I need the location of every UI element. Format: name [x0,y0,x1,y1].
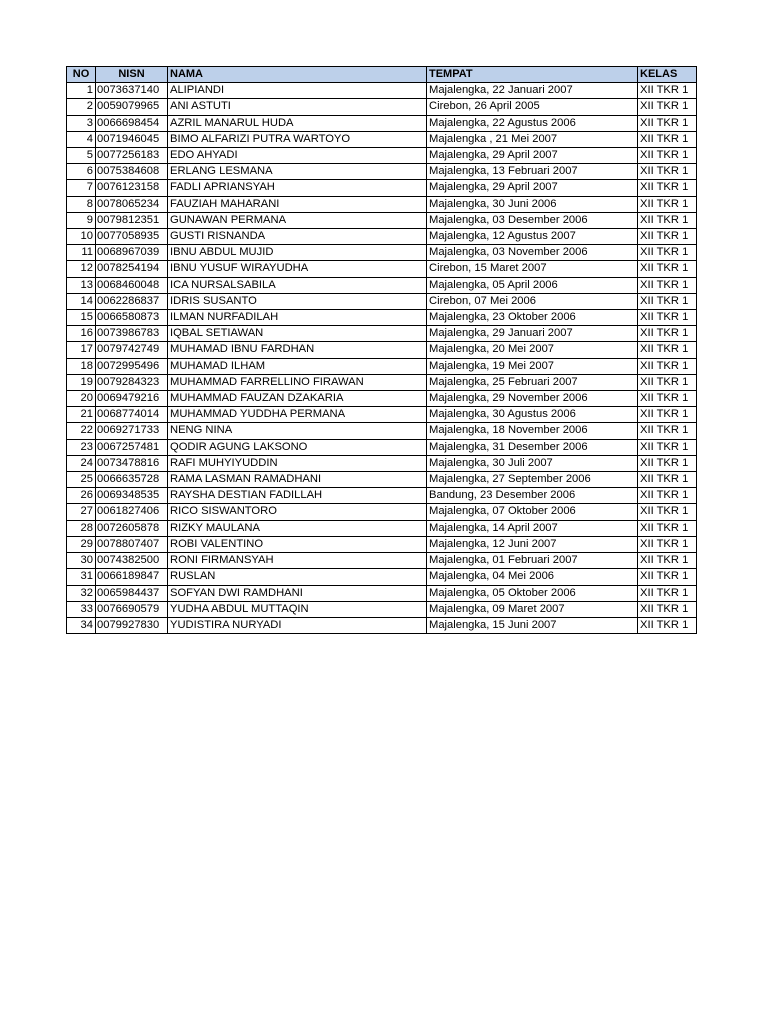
cell-tempat: Bandung, 23 Desember 2006 [427,488,638,504]
cell-nisn: 0068774014 [96,407,168,423]
header-kelas: KELAS [638,67,697,83]
cell-kelas: XII TKR 1 [638,164,697,180]
table-row [67,472,697,488]
cell-kelas: XII TKR 1 [638,180,697,196]
cell-nisn: 0071946045 [96,131,168,147]
cell-tempat: Majalengka, 05 Oktober 2006 [427,585,638,601]
table-row [67,504,697,520]
table-row [67,229,697,245]
cell-tempat: Majalengka, 03 Desember 2006 [427,212,638,228]
cell-tempat: Majalengka, 14 April 2007 [427,520,638,536]
cell-tempat: Majalengka, 22 Januari 2007 [427,83,638,99]
cell-no: 16 [67,326,96,342]
table-row [67,293,697,309]
cell-nisn: 0066189847 [96,569,168,585]
cell-no: 6 [67,164,96,180]
cell-no: 21 [67,407,96,423]
cell-kelas: XII TKR 1 [638,261,697,277]
cell-nisn: 0077058935 [96,229,168,245]
cell-kelas: XII TKR 1 [638,115,697,131]
cell-tempat: Majalengka, 13 Februari 2007 [427,164,638,180]
cell-nama: GUSTI RISNANDA [168,229,427,245]
cell-nisn: 0069348535 [96,488,168,504]
cell-nama: AZRIL MANARUL HUDA [168,115,427,131]
student-list-sheet [66,66,697,634]
cell-nama: GUNAWAN PERMANA [168,212,427,228]
cell-nisn: 0079284323 [96,374,168,390]
cell-no: 12 [67,261,96,277]
cell-nisn: 0069271733 [96,423,168,439]
cell-nama: ANI ASTUTI [168,99,427,115]
cell-nama: RUSLAN [168,569,427,585]
cell-kelas: XII TKR 1 [638,310,697,326]
cell-tempat: Cirebon, 15 Maret 2007 [427,261,638,277]
cell-no: 13 [67,277,96,293]
table-row [67,245,697,261]
cell-tempat: Cirebon, 26 April 2005 [427,99,638,115]
cell-nisn: 0073637140 [96,83,168,99]
cell-kelas: XII TKR 1 [638,148,697,164]
cell-nisn: 0066580873 [96,310,168,326]
cell-no: 2 [67,99,96,115]
cell-tempat: Majalengka, 22 Agustus 2006 [427,115,638,131]
cell-kelas: XII TKR 1 [638,455,697,471]
table-row [67,277,697,293]
cell-tempat: Majalengka, 20 Mei 2007 [427,342,638,358]
cell-tempat: Majalengka, 15 Juni 2007 [427,617,638,633]
cell-no: 33 [67,601,96,617]
table-row [67,261,697,277]
cell-nisn: 0059079965 [96,99,168,115]
cell-nama: RIZKY MAULANA [168,520,427,536]
cell-nama: EDO AHYADI [168,148,427,164]
cell-no: 19 [67,374,96,390]
cell-tempat: Majalengka, 03 November 2006 [427,245,638,261]
cell-kelas: XII TKR 1 [638,617,697,633]
cell-nama: MUHAMMAD FAUZAN DZAKARIA [168,391,427,407]
cell-kelas: XII TKR 1 [638,601,697,617]
table-row [67,536,697,552]
cell-tempat: Majalengka , 21 Mei 2007 [427,131,638,147]
table-row [67,374,697,390]
cell-kelas: XII TKR 1 [638,212,697,228]
table-row [67,601,697,617]
cell-no: 20 [67,391,96,407]
cell-kelas: XII TKR 1 [638,585,697,601]
cell-no: 24 [67,455,96,471]
cell-tempat: Majalengka, 19 Mei 2007 [427,358,638,374]
cell-nisn: 0062286837 [96,293,168,309]
cell-tempat: Majalengka, 29 Januari 2007 [427,326,638,342]
cell-nisn: 0068460048 [96,277,168,293]
table-row [67,617,697,633]
cell-kelas: XII TKR 1 [638,83,697,99]
table-row [67,196,697,212]
cell-kelas: XII TKR 1 [638,229,697,245]
cell-nama: SOFYAN DWI RAMDHANI [168,585,427,601]
cell-no: 34 [67,617,96,633]
cell-tempat: Majalengka, 04 Mei 2006 [427,569,638,585]
table-row [67,148,697,164]
table-row [67,212,697,228]
cell-no: 15 [67,310,96,326]
cell-tempat: Majalengka, 23 Oktober 2006 [427,310,638,326]
cell-nama: MUHAMMAD FARRELLINO FIRAWAN [168,374,427,390]
table-row [67,585,697,601]
cell-no: 26 [67,488,96,504]
cell-no: 4 [67,131,96,147]
cell-nama: MUHAMAD IBNU FARDHAN [168,342,427,358]
cell-no: 23 [67,439,96,455]
table-row [67,569,697,585]
table-row [67,342,697,358]
cell-tempat: Majalengka, 25 Februari 2007 [427,374,638,390]
cell-tempat: Majalengka, 12 Juni 2007 [427,536,638,552]
cell-nama: QODIR AGUNG LAKSONO [168,439,427,455]
table-header-row [67,67,697,83]
cell-no: 9 [67,212,96,228]
cell-kelas: XII TKR 1 [638,245,697,261]
cell-tempat: Majalengka, 07 Oktober 2006 [427,504,638,520]
header-no: NO [67,67,96,83]
cell-no: 27 [67,504,96,520]
cell-nama: YUDHA ABDUL MUTTAQIN [168,601,427,617]
cell-kelas: XII TKR 1 [638,99,697,115]
cell-nama: RICO SISWANTORO [168,504,427,520]
cell-nisn: 0073986783 [96,326,168,342]
table-row [67,131,697,147]
table-row [67,553,697,569]
cell-nama: RAYSHA DESTIAN FADILLAH [168,488,427,504]
cell-no: 3 [67,115,96,131]
cell-kelas: XII TKR 1 [638,131,697,147]
cell-kelas: XII TKR 1 [638,569,697,585]
cell-nama: ROBI VALENTINO [168,536,427,552]
cell-kelas: XII TKR 1 [638,504,697,520]
cell-kelas: XII TKR 1 [638,407,697,423]
cell-kelas: XII TKR 1 [638,342,697,358]
cell-nisn: 0067257481 [96,439,168,455]
cell-nisn: 0066635728 [96,472,168,488]
cell-no: 1 [67,83,96,99]
cell-nisn: 0069479216 [96,391,168,407]
cell-tempat: Majalengka, 05 April 2006 [427,277,638,293]
cell-kelas: XII TKR 1 [638,520,697,536]
cell-nisn: 0065984437 [96,585,168,601]
cell-nama: ALIPIANDI [168,83,427,99]
table-row [67,99,697,115]
table-row [67,407,697,423]
cell-nisn: 0068967039 [96,245,168,261]
cell-no: 14 [67,293,96,309]
cell-nama: ERLANG LESMANA [168,164,427,180]
cell-no: 10 [67,229,96,245]
cell-nama: RAMA LASMAN RAMADHANI [168,472,427,488]
cell-no: 7 [67,180,96,196]
cell-no: 17 [67,342,96,358]
cell-kelas: XII TKR 1 [638,391,697,407]
cell-nisn: 0072605878 [96,520,168,536]
cell-nisn: 0078254194 [96,261,168,277]
cell-nama: NENG NINA [168,423,427,439]
cell-tempat: Majalengka, 27 September 2006 [427,472,638,488]
cell-nama: YUDISTIRA NURYADI [168,617,427,633]
header-nama: NAMA [168,67,427,83]
cell-no: 11 [67,245,96,261]
cell-tempat: Majalengka, 30 Juli 2007 [427,455,638,471]
cell-no: 8 [67,196,96,212]
table-body [67,83,697,634]
cell-no: 22 [67,423,96,439]
cell-nisn: 0077256183 [96,148,168,164]
cell-nisn: 0079742749 [96,342,168,358]
cell-tempat: Majalengka, 29 April 2007 [427,180,638,196]
cell-tempat: Majalengka, 31 Desember 2006 [427,439,638,455]
cell-nama: IQBAL SETIAWAN [168,326,427,342]
cell-no: 28 [67,520,96,536]
cell-tempat: Majalengka, 01 Februari 2007 [427,553,638,569]
table-row [67,488,697,504]
cell-no: 29 [67,536,96,552]
cell-nisn: 0076690579 [96,601,168,617]
cell-kelas: XII TKR 1 [638,196,697,212]
table-row [67,164,697,180]
cell-nama: FADLI APRIANSYAH [168,180,427,196]
table-row [67,423,697,439]
cell-nisn: 0073478816 [96,455,168,471]
cell-nisn: 0079812351 [96,212,168,228]
cell-nama: IDRIS SUSANTO [168,293,427,309]
cell-tempat: Majalengka, 18 November 2006 [427,423,638,439]
table-row [67,520,697,536]
table-row [67,83,697,99]
cell-nisn: 0078065234 [96,196,168,212]
cell-nama: MUHAMMAD YUDDHA PERMANA [168,407,427,423]
cell-tempat: Cirebon, 07 Mei 2006 [427,293,638,309]
cell-no: 18 [67,358,96,374]
table-row [67,455,697,471]
cell-nama: BIMO ALFARIZI PUTRA WARTOYO [168,131,427,147]
cell-nisn: 0075384608 [96,164,168,180]
cell-nisn: 0079927830 [96,617,168,633]
cell-kelas: XII TKR 1 [638,488,697,504]
cell-kelas: XII TKR 1 [638,277,697,293]
cell-tempat: Majalengka, 29 November 2006 [427,391,638,407]
cell-kelas: XII TKR 1 [638,536,697,552]
cell-tempat: Majalengka, 30 Juni 2006 [427,196,638,212]
cell-kelas: XII TKR 1 [638,472,697,488]
cell-nama: IBNU YUSUF WIRAYUDHA [168,261,427,277]
cell-kelas: XII TKR 1 [638,439,697,455]
cell-kelas: XII TKR 1 [638,374,697,390]
cell-nama: MUHAMAD ILHAM [168,358,427,374]
cell-nisn: 0076123158 [96,180,168,196]
cell-nama: ILMAN NURFADILAH [168,310,427,326]
cell-nama: FAUZIAH MAHARANI [168,196,427,212]
table-row [67,326,697,342]
cell-kelas: XII TKR 1 [638,293,697,309]
cell-kelas: XII TKR 1 [638,326,697,342]
cell-no: 5 [67,148,96,164]
cell-tempat: Majalengka, 30 Agustus 2006 [427,407,638,423]
header-nisn: NISN [96,67,168,83]
cell-tempat: Majalengka, 29 April 2007 [427,148,638,164]
table-row [67,310,697,326]
header-tempat: TEMPAT [427,67,638,83]
table-row [67,180,697,196]
cell-no: 30 [67,553,96,569]
cell-nama: ICA NURSALSABILA [168,277,427,293]
cell-kelas: XII TKR 1 [638,358,697,374]
cell-nama: RONI FIRMANSYAH [168,553,427,569]
cell-nisn: 0061827406 [96,504,168,520]
cell-nisn: 0078807407 [96,536,168,552]
cell-nisn: 0074382500 [96,553,168,569]
table-row [67,439,697,455]
cell-kelas: XII TKR 1 [638,423,697,439]
cell-nisn: 0066698454 [96,115,168,131]
table-row [67,115,697,131]
cell-tempat: Majalengka, 09 Maret 2007 [427,601,638,617]
cell-no: 32 [67,585,96,601]
student-table [66,66,697,634]
cell-no: 25 [67,472,96,488]
cell-nisn: 0072995496 [96,358,168,374]
cell-no: 31 [67,569,96,585]
cell-tempat: Majalengka, 12 Agustus 2007 [427,229,638,245]
table-row [67,358,697,374]
table-row [67,391,697,407]
cell-nama: RAFI MUHYIYUDDIN [168,455,427,471]
cell-nama: IBNU ABDUL MUJID [168,245,427,261]
cell-kelas: XII TKR 1 [638,553,697,569]
